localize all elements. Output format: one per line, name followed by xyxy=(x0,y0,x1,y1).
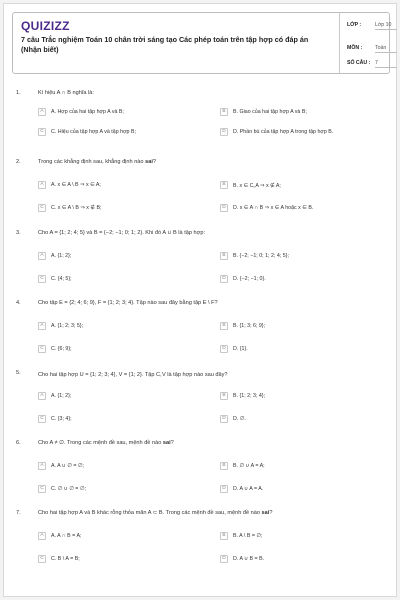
option-letter-box: A xyxy=(38,322,46,330)
option-text: D. Phần bù của tập hợp A trong tập hợp B. xyxy=(233,128,334,135)
subject-value: Toán xyxy=(375,45,397,53)
worksheet-page xyxy=(3,3,397,597)
option-b[interactable] xyxy=(220,249,289,262)
option-letter-box: B xyxy=(220,392,228,400)
option-text: D. x ∈ A ∩ B ⇒ x ∈ A hoặc x ∈ B. xyxy=(233,204,314,211)
question-text-tail: ? xyxy=(170,440,174,446)
option-letter-box: C xyxy=(38,275,46,283)
option-text: B. {1; 2; 3; 4}; xyxy=(233,392,266,399)
question-text: Cho tập E = {2; 4; 6; 9}, F = {1; 2; 3; 4}. Tập nào sau đây bằng tập E \ F? xyxy=(38,300,218,306)
option-c[interactable] xyxy=(38,201,101,214)
option-text: B. Giao của hai tập hợp A và B; xyxy=(233,108,307,115)
option-text: D. A ∪ A = A. xyxy=(233,485,264,492)
question-text-emphasis: sai xyxy=(261,510,270,516)
option-d[interactable] xyxy=(220,482,263,495)
option-d[interactable] xyxy=(220,552,264,565)
option-text: D. {−2; −1; 0}. xyxy=(233,275,266,282)
question-text-tail: ? xyxy=(269,510,273,516)
question-text xyxy=(38,440,378,446)
question-text: Cho A = {1; 2; 4; 5} và B = {−2; −1; 0; 1; 2}. Khi đó A ∪ B là tập hợp: xyxy=(38,230,205,236)
option-letter-box: D xyxy=(220,128,228,136)
option-letter-box: D xyxy=(220,275,228,283)
option-letter-box: C xyxy=(38,415,46,423)
option-c[interactable] xyxy=(38,552,80,565)
option-letter-box: B xyxy=(220,532,228,540)
option-letter-box: D xyxy=(220,555,228,563)
question-text-main: Trong các khẳng định sau, khẳng định nào xyxy=(38,159,146,165)
question-text-tail: ? xyxy=(152,159,156,165)
option-letter-box: B xyxy=(220,108,228,116)
header-divider xyxy=(339,13,340,73)
quizizz-logo: QUIZIZZ xyxy=(21,19,70,33)
option-letter-box: A xyxy=(38,108,46,116)
option-text: C. {6; 9}; xyxy=(51,345,72,352)
option-letter-box: A xyxy=(38,392,46,400)
option-c[interactable] xyxy=(38,272,72,285)
option-letter-box: D xyxy=(220,204,228,212)
option-text: A. A ∪ ∅ = ∅; xyxy=(51,462,84,469)
option-letter-box: C xyxy=(38,204,46,212)
option-d[interactable] xyxy=(220,272,266,285)
option-text: A. A ∩ B = A; xyxy=(51,532,82,539)
question-number: 1. xyxy=(16,90,21,96)
option-letter-box: C xyxy=(38,555,46,563)
option-text: A. x ∈ A \ B ⇒ x ∈ A; xyxy=(51,181,101,188)
option-d[interactable] xyxy=(220,412,246,425)
question-number: 7. xyxy=(16,510,21,516)
count-value: 7 xyxy=(375,60,397,68)
subject-label: MÔN : xyxy=(347,45,363,51)
option-letter-box: D xyxy=(220,415,228,423)
option-a[interactable] xyxy=(38,105,124,118)
option-letter-box: D xyxy=(220,345,228,353)
question-text: Kí hiệu A ∩ B nghĩa là: xyxy=(38,90,94,96)
option-c[interactable] xyxy=(38,412,72,425)
option-c[interactable] xyxy=(38,342,72,355)
option-b[interactable] xyxy=(220,529,263,542)
option-text: C. {3; 4}; xyxy=(51,415,72,422)
option-b[interactable] xyxy=(220,178,281,191)
option-a[interactable] xyxy=(38,249,71,262)
question-text: Cho hai tập hợp U = {1; 2; 3; 4}, V = {1; 2}. Tập C꜀V là tập hợp nào sau đây? xyxy=(38,372,228,378)
option-text: B. A \ B = ∅; xyxy=(233,532,263,539)
option-c[interactable] xyxy=(38,125,136,138)
question-text xyxy=(38,510,378,516)
option-text: D. A ∪ B = B. xyxy=(233,555,265,562)
option-letter-box: C xyxy=(38,345,46,353)
worksheet-title: 7 câu Trắc nghiệm Toán 10 chân trời sáng tạo Các phép toán trên tập hợp có đáp án (Nhận biết) xyxy=(21,35,309,54)
option-text: C. Hiệu của tập hợp A và tập hợp B; xyxy=(51,128,136,135)
option-text: C. B \ A = B; xyxy=(51,555,80,562)
question-number: 6. xyxy=(16,440,21,446)
question-number: 3. xyxy=(16,230,21,236)
option-letter-box: B xyxy=(220,181,228,189)
option-b[interactable] xyxy=(220,319,265,332)
option-letter-box: C xyxy=(38,485,46,493)
option-d[interactable] xyxy=(220,342,248,355)
option-text: A. {1; 2}; xyxy=(51,252,72,259)
option-b[interactable] xyxy=(220,105,307,118)
option-text: A. Hợp của hai tập hợp A và B; xyxy=(51,108,124,115)
question-number: 4. xyxy=(16,300,21,306)
option-text: D. {1}. xyxy=(233,345,248,352)
option-letter-box: A xyxy=(38,532,46,540)
option-letter-box: A xyxy=(38,462,46,470)
option-a[interactable] xyxy=(38,319,83,332)
option-text: C. x ∈ A \ B ⇒ x ∉ B; xyxy=(51,204,102,211)
question-text-emphasis: sai xyxy=(162,440,171,446)
option-letter-box: B xyxy=(220,252,228,260)
class-label: LỚP : xyxy=(347,22,362,28)
option-a[interactable] xyxy=(38,529,81,542)
option-a[interactable] xyxy=(38,459,84,472)
worksheet-header xyxy=(12,12,390,74)
option-a[interactable] xyxy=(38,389,71,402)
question-number: 5. xyxy=(16,370,21,376)
option-b[interactable] xyxy=(220,459,265,472)
option-d[interactable] xyxy=(220,201,313,214)
option-text: B. ∅ ∪ A = A; xyxy=(233,462,265,469)
option-letter-box: B xyxy=(220,322,228,330)
option-letter-box: C xyxy=(38,128,46,136)
question-text-emphasis: sai xyxy=(145,159,153,165)
option-text: C. {4; 5}; xyxy=(51,275,72,282)
question-text xyxy=(38,159,378,165)
option-letter-box: D xyxy=(220,485,228,493)
option-b[interactable] xyxy=(220,389,265,402)
option-letter-box: A xyxy=(38,181,46,189)
question-number: 2. xyxy=(16,159,21,165)
count-label: SỐ CÂU : xyxy=(347,60,371,66)
option-c[interactable] xyxy=(38,482,86,495)
option-d[interactable] xyxy=(220,125,333,138)
option-text: B. {−2; −1; 0; 1; 2; 4; 5}; xyxy=(233,252,289,259)
option-text: A. {1; 2}; xyxy=(51,392,72,399)
question-text-main: Cho A ≠ ∅. Trong các mệnh đề sau, mệnh đề nào xyxy=(38,440,163,446)
option-text: D. ∅. xyxy=(233,415,246,422)
option-text: B. {1; 3; 6; 9}; xyxy=(233,322,266,329)
option-text: A. {1; 2; 3; 5}; xyxy=(51,322,84,329)
class-value: Lớp 10 xyxy=(375,22,397,30)
option-letter-box: B xyxy=(220,462,228,470)
option-text: C. ∅ ∪ ∅ = ∅; xyxy=(51,485,86,492)
option-text: B. x ∈ C꜀A ⇒ x ∉ A; xyxy=(233,182,281,189)
option-a[interactable] xyxy=(38,178,101,191)
option-letter-box: A xyxy=(38,252,46,260)
question-text-main: Cho hai tập hợp A và B khác rỗng thỏa mãn A ⊂ B. Trong các mệnh đề sau, mệnh đề nào xyxy=(38,510,262,516)
